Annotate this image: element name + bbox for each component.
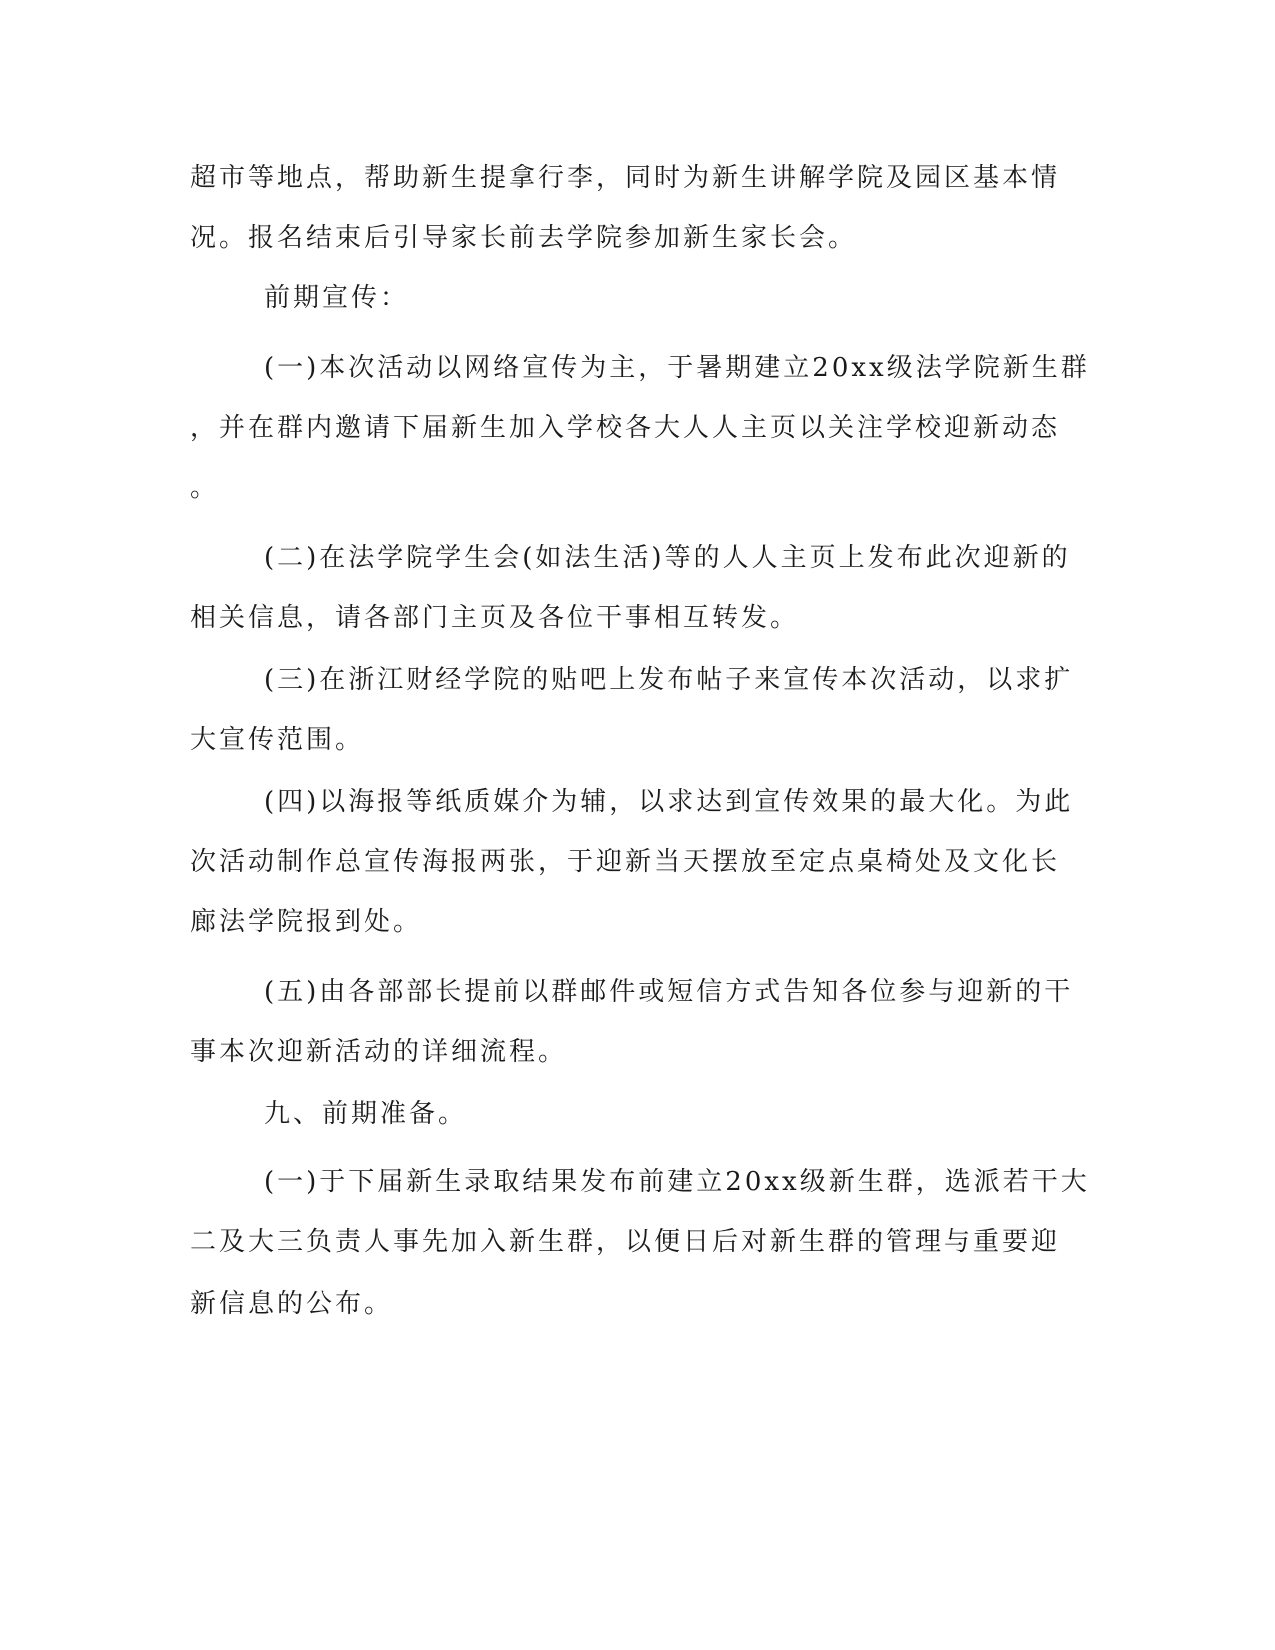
section-heading-publicity: 前期宣传：	[264, 283, 410, 313]
text-line-7: (二)在法学院学生会(如法生活)等的人人主页上发布此次迎新的	[264, 543, 1071, 573]
text-line-18: 二及大三负责人事先加入新生群，以便日后对新生群的管理与重要迎	[190, 1227, 1061, 1257]
text-line-19: 新信息的公布。	[190, 1289, 394, 1319]
text-line-15: 事本次迎新活动的详细流程。	[190, 1037, 568, 1067]
text-line-12: 次活动制作总宣传海报两张，于迎新当天摆放至定点桌椅处及文化长	[190, 847, 1061, 877]
text-line-2: 况。报名结束后引导家长前去学院参加新生家长会。	[190, 223, 858, 253]
text-line-6: 。	[190, 473, 220, 503]
text-line-10: 大宣传范围。	[190, 725, 365, 755]
text-line-5: ，并在群内邀请下届新生加入学校各大人人主页以关注学校迎新动态	[190, 413, 1061, 443]
text-line-9: (三)在浙江财经学院的贴吧上发布帖子来宣传本次活动，以求扩	[264, 665, 1074, 695]
text-line-4: (一)本次活动以网络宣传为主，于暑期建立20xx级法学院新生群	[264, 353, 1090, 383]
section-heading-preparation: 九、前期准备。	[264, 1099, 468, 1129]
text-line-14: (五)由各部部长提前以群邮件或短信方式告知各位参与迎新的干	[264, 977, 1074, 1007]
text-line-13: 廊法学院报到处。	[190, 907, 423, 937]
text-line-11: (四)以海报等纸质媒介为辅，以求达到宣传效果的最大化。为此	[264, 787, 1074, 817]
text-line-8: 相关信息，请各部门主页及各位干事相互转发。	[190, 603, 800, 633]
text-line-1: 超市等地点，帮助新生提拿行李，同时为新生讲解学院及园区基本情	[190, 163, 1061, 193]
text-line-17: (一)于下届新生录取结果发布前建立20xx级新生群，选派若干大	[264, 1167, 1090, 1197]
